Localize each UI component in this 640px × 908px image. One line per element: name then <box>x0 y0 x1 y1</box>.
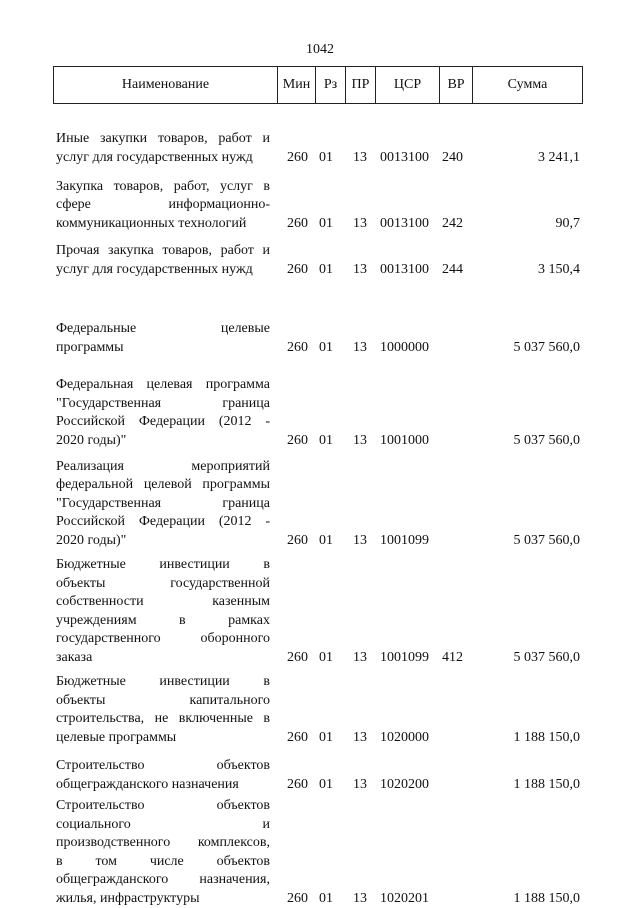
row-pr: 13 <box>353 729 367 748</box>
row-csr: 0013100 <box>380 215 429 234</box>
header-min: Мин <box>278 67 316 103</box>
row-vr: 412 <box>442 649 463 668</box>
row-min: 260 <box>287 776 308 795</box>
header-rz: Рз <box>316 67 346 103</box>
row-csr: 0013100 <box>380 149 429 168</box>
row-name-line: 2020 годы)" <box>56 432 270 451</box>
row-name-line: "Государственная граница <box>56 395 270 414</box>
row-name-line: в том числе объектов <box>56 853 270 872</box>
row-rz: 01 <box>319 339 333 358</box>
row-rz: 01 <box>319 649 333 668</box>
row-min: 260 <box>287 532 308 551</box>
row-name-line: Федеральные целевые <box>56 320 270 339</box>
row-name-line: объекты государственной <box>56 575 270 594</box>
row-pr: 13 <box>353 339 367 358</box>
row-rz: 01 <box>319 149 333 168</box>
row-min: 260 <box>287 649 308 668</box>
row-rz: 01 <box>319 729 333 748</box>
row-vr: 244 <box>442 261 463 280</box>
row-name-line: Бюджетные инвестиции в <box>56 556 270 575</box>
row-pr: 13 <box>353 532 367 551</box>
row-rz: 01 <box>319 215 333 234</box>
header-vr: ВР <box>440 67 473 103</box>
row-rz: 01 <box>319 532 333 551</box>
row-sum: 1 188 150,0 <box>514 776 581 795</box>
row-name-line: Бюджетные инвестиции в <box>56 673 270 692</box>
row-min: 260 <box>287 339 308 358</box>
row-name-line: 2020 годы)" <box>56 532 270 551</box>
row-pr: 13 <box>353 432 367 451</box>
row-name-line: сфере информационно- <box>56 196 270 215</box>
row-name-line: государственного оборонного <box>56 630 270 649</box>
row-name-line: Прочая закупка товаров, работ и <box>56 242 270 261</box>
row-sum: 5 037 560,0 <box>514 339 581 358</box>
header-pr: ПР <box>346 67 376 103</box>
row-name-line: Российской Федерации (2012 - <box>56 413 270 432</box>
row-name-line: Реализация мероприятий <box>56 458 270 477</box>
row-csr: 1020200 <box>380 776 429 795</box>
header-csr: ЦСР <box>376 67 440 103</box>
row-sum: 5 037 560,0 <box>514 432 581 451</box>
row-sum: 5 037 560,0 <box>514 649 581 668</box>
row-name-line: Закупка товаров, работ, услуг в <box>56 178 270 197</box>
row-min: 260 <box>287 890 308 908</box>
row-vr: 240 <box>442 149 463 168</box>
row-name-line: социального и <box>56 816 270 835</box>
row-min: 260 <box>287 261 308 280</box>
row-sum: 1 188 150,0 <box>514 890 581 908</box>
row-name-line: Иные закупки товаров, работ и <box>56 130 270 149</box>
row-csr: 1001099 <box>380 649 429 668</box>
row-name-line: Российской Федерации (2012 - <box>56 513 270 532</box>
row-name-line: общегражданского назначения, <box>56 871 270 890</box>
row-pr: 13 <box>353 890 367 908</box>
row-name-line: Федеральная целевая программа <box>56 376 270 395</box>
row-name-line: жилья, инфраструктуры <box>56 890 270 908</box>
row-rz: 01 <box>319 890 333 908</box>
row-min: 260 <box>287 432 308 451</box>
header-sum: Сумма <box>473 67 582 103</box>
row-csr: 1020201 <box>380 890 429 908</box>
row-name-line: учреждениям в рамках <box>56 612 270 631</box>
row-csr: 1020000 <box>380 729 429 748</box>
row-rz: 01 <box>319 432 333 451</box>
row-pr: 13 <box>353 649 367 668</box>
row-pr: 13 <box>353 149 367 168</box>
row-name-line: целевые программы <box>56 729 270 748</box>
row-name-line: программы <box>56 339 270 358</box>
row-csr: 1001099 <box>380 532 429 551</box>
row-rz: 01 <box>319 776 333 795</box>
row-sum: 3 241,1 <box>538 149 580 168</box>
row-min: 260 <box>287 729 308 748</box>
row-min: 260 <box>287 215 308 234</box>
row-name-line: "Государственная граница <box>56 495 270 514</box>
row-csr: 1000000 <box>380 339 429 358</box>
row-rz: 01 <box>319 261 333 280</box>
row-pr: 13 <box>353 215 367 234</box>
row-name-line: Строительство объектов <box>56 797 270 816</box>
row-name-line: строительства, не включенные в <box>56 710 270 729</box>
row-pr: 13 <box>353 261 367 280</box>
row-csr: 1001000 <box>380 432 429 451</box>
row-name-line: коммуникационных технологий <box>56 215 270 234</box>
row-name-line: объекты капитального <box>56 692 270 711</box>
row-csr: 0013100 <box>380 261 429 280</box>
row-sum: 90,7 <box>556 215 581 234</box>
row-sum: 5 037 560,0 <box>514 532 581 551</box>
row-sum: 3 150,4 <box>538 261 580 280</box>
row-name-line: Строительство объектов <box>56 757 270 776</box>
header-name: Наименование <box>54 67 278 103</box>
row-name-line: услуг для государственных нужд <box>56 149 270 168</box>
row-name-line: заказа <box>56 649 270 668</box>
row-pr: 13 <box>353 776 367 795</box>
row-vr: 242 <box>442 215 463 234</box>
row-name-line: услуг для государственных нужд <box>56 261 270 280</box>
row-name <box>56 797 270 908</box>
row-name-line: федеральной целевой программы <box>56 476 270 495</box>
row-sum: 1 188 150,0 <box>514 729 581 748</box>
row-name-line: собственности казенным <box>56 593 270 612</box>
row-name-line: производственного комплексов, <box>56 834 270 853</box>
row-min: 260 <box>287 149 308 168</box>
row-name-line: общегражданского назначения <box>56 776 270 795</box>
page-number: 1042 <box>0 42 640 58</box>
